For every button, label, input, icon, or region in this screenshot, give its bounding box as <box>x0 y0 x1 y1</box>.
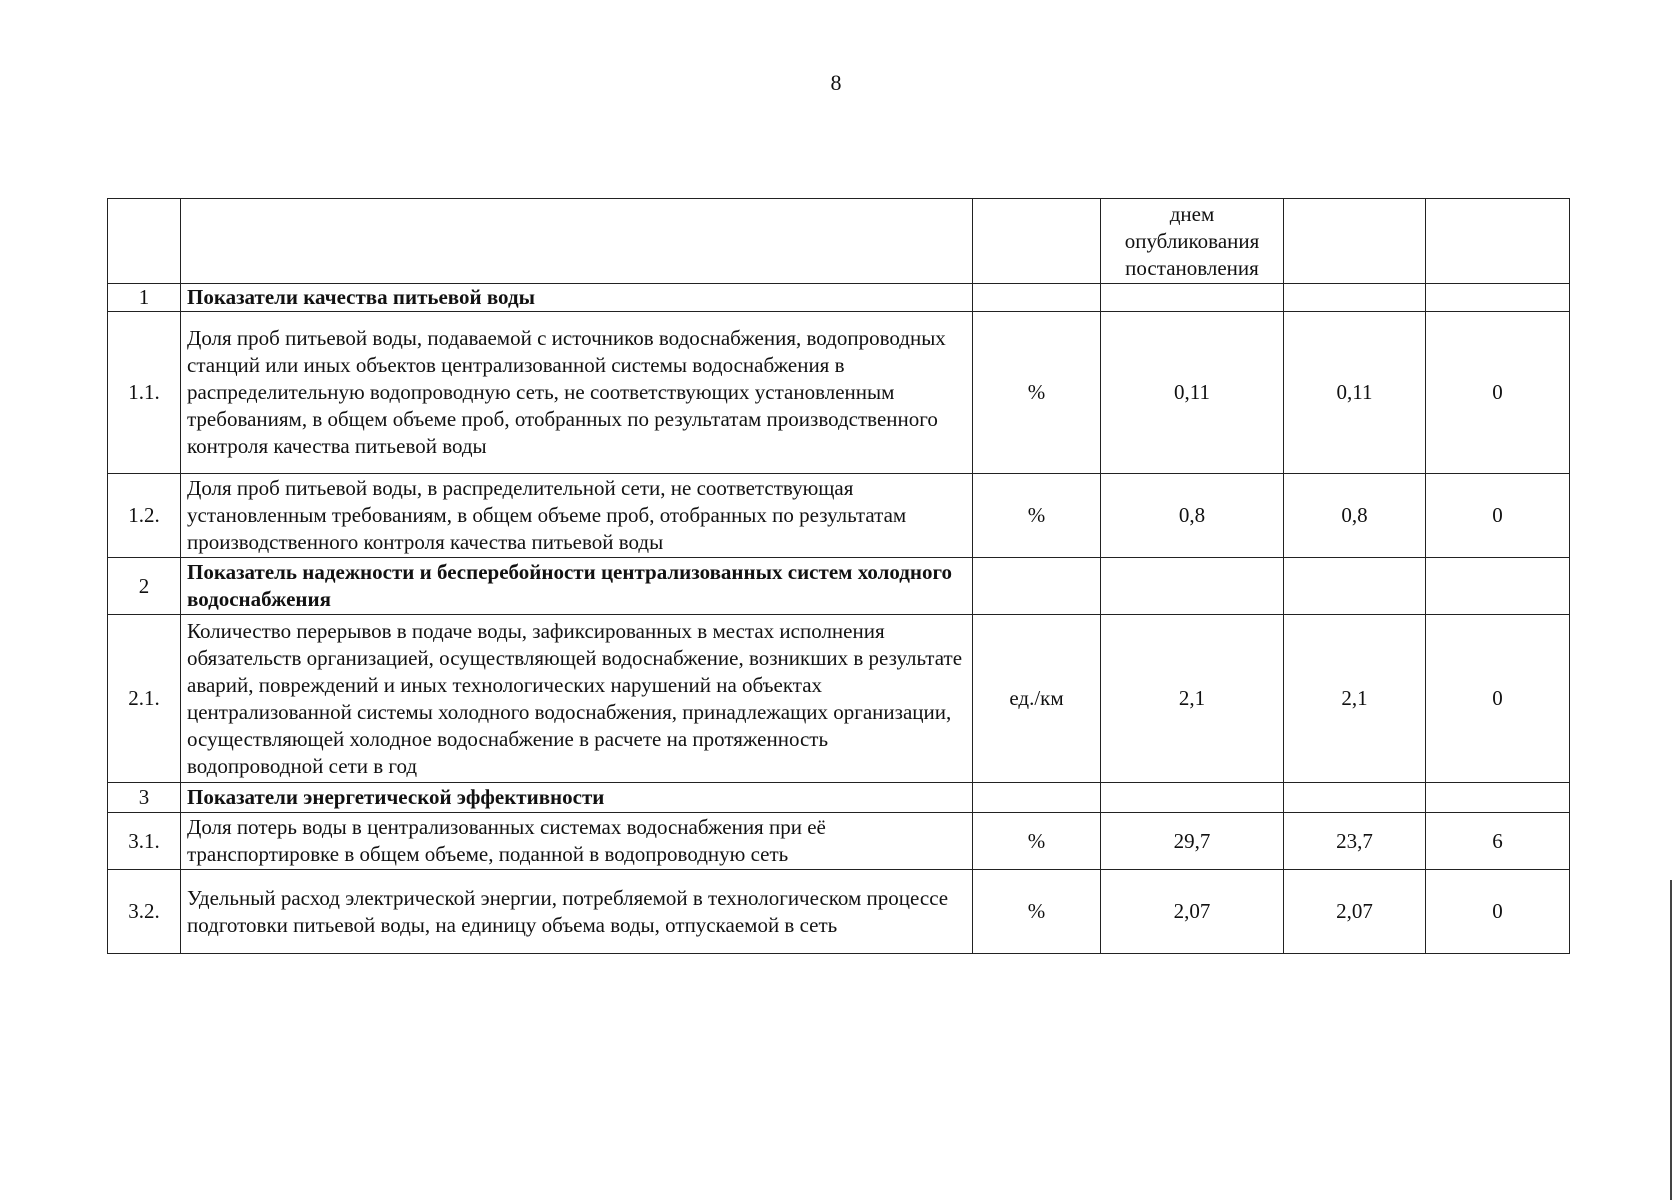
row-number: 2.1. <box>108 615 181 783</box>
row-value-target <box>1284 783 1426 813</box>
row-indicator-name: Показатели качества питьевой воды <box>181 284 973 312</box>
row-value-baseline: 0,11 <box>1101 312 1284 474</box>
row-value-baseline: 29,7 <box>1101 813 1284 870</box>
row-indicator-name: Доля проб питьевой воды, подаваемой с источников водоснабжения, водопроводных станций или иных объектов централизованной системы водоснабжения в распределительную водопроводную сеть, не соответствующих установленным требованиям, в общем объеме проб, отобранных по результатам производственного контроля качества питьевой воды <box>181 312 973 474</box>
row-indicator-name: Количество перерывов в подаче воды, зафиксированных в местах исполнения обязательств организацией, осуществляющей водоснабжение, возникших в результате аварий, повреждений и иных технологических нарушений на объектах централизованной системы холодного водоснабжения, принадлежащих организации, осуществляющей холодное водоснабжение в расчете на протяженность водопроводной сети в год <box>181 615 973 783</box>
row-value-target <box>1284 284 1426 312</box>
row-indicator-name: Доля потерь воды в централизованных системах водоснабжения при её транспортировке в общем объеме, поданной в водопроводную сеть <box>181 813 973 870</box>
header-cell-target <box>1284 199 1426 284</box>
row-indicator-name: Показатели энергетической эффективности <box>181 783 973 813</box>
row-number: 3.2. <box>108 870 181 954</box>
row-number: 3.1. <box>108 813 181 870</box>
row-number: 1.1. <box>108 312 181 474</box>
table-header-continuation-row <box>108 199 1570 284</box>
row-value-change: 0 <box>1426 870 1570 954</box>
row-value-change: 0 <box>1426 312 1570 474</box>
row-unit <box>973 783 1101 813</box>
row-value-change <box>1426 558 1570 615</box>
row-value-change <box>1426 783 1570 813</box>
row-unit: % <box>973 474 1101 558</box>
row-value-target: 0,8 <box>1284 474 1426 558</box>
table-row <box>108 615 1570 783</box>
row-value-target <box>1284 558 1426 615</box>
header-cell-num <box>108 199 181 284</box>
table-row-section <box>108 783 1570 813</box>
header-line: опубликования <box>1124 228 1260 253</box>
header-cell-change <box>1426 199 1570 284</box>
row-value-target: 23,7 <box>1284 813 1426 870</box>
row-number: 3 <box>108 783 181 813</box>
row-unit <box>973 284 1101 312</box>
header-line: постановления <box>1125 255 1259 280</box>
page-number: 8 <box>830 70 842 95</box>
row-number: 2 <box>108 558 181 615</box>
table-row <box>108 870 1570 954</box>
table-row <box>108 474 1570 558</box>
row-unit: % <box>973 813 1101 870</box>
header-cell-unit <box>973 199 1101 284</box>
row-value-baseline <box>1101 783 1284 813</box>
table-row-section <box>108 558 1570 615</box>
table-row <box>108 813 1570 870</box>
header-cell-name <box>181 199 973 284</box>
row-value-baseline: 2,07 <box>1101 870 1284 954</box>
row-unit <box>973 558 1101 615</box>
header-cell-baseline <box>1101 199 1284 284</box>
row-value-baseline: 0,8 <box>1101 474 1284 558</box>
row-value-baseline <box>1101 558 1284 615</box>
row-value-change: 0 <box>1426 615 1570 783</box>
row-value-baseline <box>1101 284 1284 312</box>
row-value-change: 6 <box>1426 813 1570 870</box>
row-number: 1 <box>108 284 181 312</box>
row-indicator-name: Доля проб питьевой воды, в распределительной сети, не соответствующая установленным требованиям, в общем объеме проб, отобранных по результатам производственного контроля качества питьевой воды <box>181 474 973 558</box>
row-indicator-name: Удельный расход электрической энергии, потребляемой в технологическом процессе подготовки питьевой воды, на единицу объема воды, отпускаемой в сеть <box>181 870 973 954</box>
row-number: 1.2. <box>108 474 181 558</box>
row-unit: % <box>973 312 1101 474</box>
table-row-section <box>108 284 1570 312</box>
row-value-change: 0 <box>1426 474 1570 558</box>
row-unit: % <box>973 870 1101 954</box>
header-line: днем <box>1169 201 1215 226</box>
table-row <box>108 312 1570 474</box>
row-value-change <box>1426 284 1570 312</box>
row-indicator-name: Показатель надежности и бесперебойности централизованных систем холодного водоснабжения <box>181 558 973 615</box>
row-value-target: 2,07 <box>1284 870 1426 954</box>
row-value-baseline: 2,1 <box>1101 615 1284 783</box>
row-value-target: 0,11 <box>1284 312 1426 474</box>
indicators-table <box>107 198 1570 954</box>
row-unit: ед./км <box>973 615 1101 783</box>
row-value-target: 2,1 <box>1284 615 1426 783</box>
